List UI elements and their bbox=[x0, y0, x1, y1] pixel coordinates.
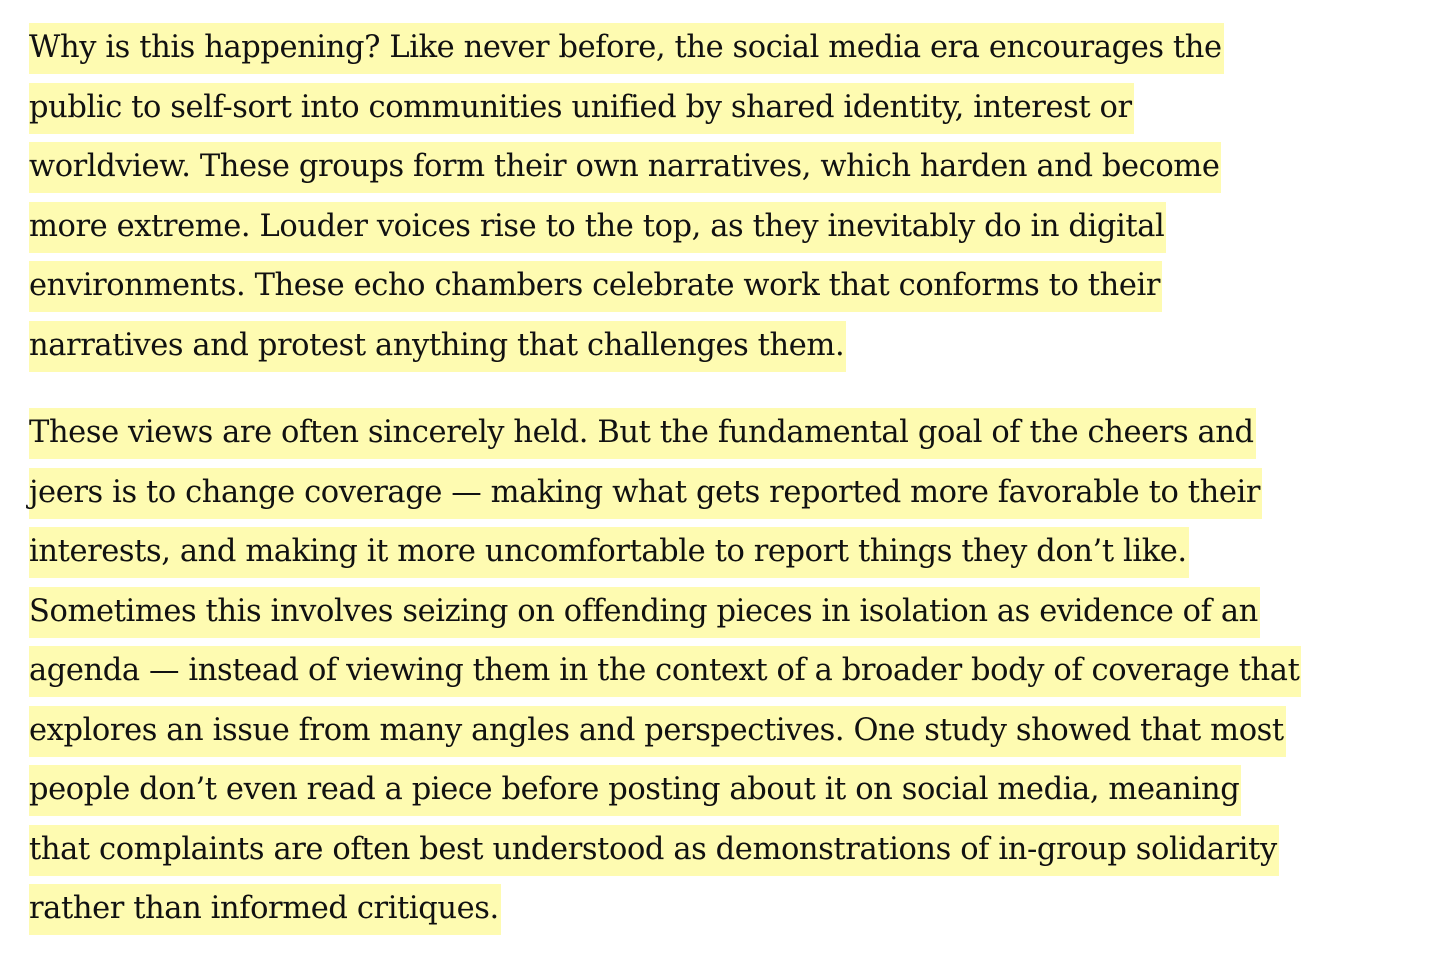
text-line bbox=[29, 197, 1429, 257]
text-line bbox=[29, 522, 1429, 582]
highlighted-text[interactable]: jeers is to change coverage — making what gets reported more favorable to their bbox=[29, 468, 1262, 519]
article-body bbox=[29, 18, 1429, 939]
text-line bbox=[29, 137, 1429, 197]
text-line bbox=[29, 879, 1429, 939]
text-line bbox=[29, 820, 1429, 880]
highlighted-text[interactable]: that complaints are often best understood as demonstrations of in-group solidarity bbox=[29, 825, 1279, 876]
highlighted-text[interactable]: people don’t even read a piece before posting about it on social media, meaning bbox=[29, 765, 1241, 816]
highlighted-text[interactable]: public to self-sort into communities unified by shared identity, interest or bbox=[29, 83, 1134, 134]
text-line bbox=[29, 701, 1429, 761]
highlighted-text[interactable]: narratives and protest anything that challenges them. bbox=[29, 321, 846, 372]
paragraph bbox=[29, 18, 1429, 375]
highlighted-text[interactable]: Why is this happening? Like never before, the social media era encourages the bbox=[29, 23, 1224, 74]
text-line bbox=[29, 582, 1429, 642]
text-line bbox=[29, 641, 1429, 701]
paragraph bbox=[29, 403, 1429, 939]
text-line bbox=[29, 463, 1429, 523]
highlighted-text[interactable]: agenda — instead of viewing them in the context of a broader body of coverage that bbox=[29, 646, 1301, 697]
text-line bbox=[29, 760, 1429, 820]
text-line bbox=[29, 78, 1429, 138]
text-line bbox=[29, 316, 1429, 376]
highlighted-text[interactable]: environments. These echo chambers celebrate work that conforms to their bbox=[29, 261, 1162, 312]
text-line bbox=[29, 18, 1429, 78]
highlighted-text[interactable]: rather than informed critiques. bbox=[29, 884, 501, 935]
text-line bbox=[29, 256, 1429, 316]
text-line bbox=[29, 403, 1429, 463]
highlighted-text[interactable]: interests, and making it more uncomfortable to report things they don’t like. bbox=[29, 527, 1189, 578]
highlighted-text[interactable]: more extreme. Louder voices rise to the top, as they inevitably do in digital bbox=[29, 202, 1166, 253]
highlighted-text[interactable]: worldview. These groups form their own narratives, which harden and become bbox=[29, 142, 1221, 193]
highlighted-text[interactable]: Sometimes this involves seizing on offending pieces in isolation as evidence of an bbox=[29, 587, 1260, 638]
highlighted-text[interactable]: These views are often sincerely held. But the fundamental goal of the cheers and bbox=[29, 408, 1256, 459]
highlighted-text[interactable]: explores an issue from many angles and perspectives. One study showed that most bbox=[29, 706, 1286, 757]
